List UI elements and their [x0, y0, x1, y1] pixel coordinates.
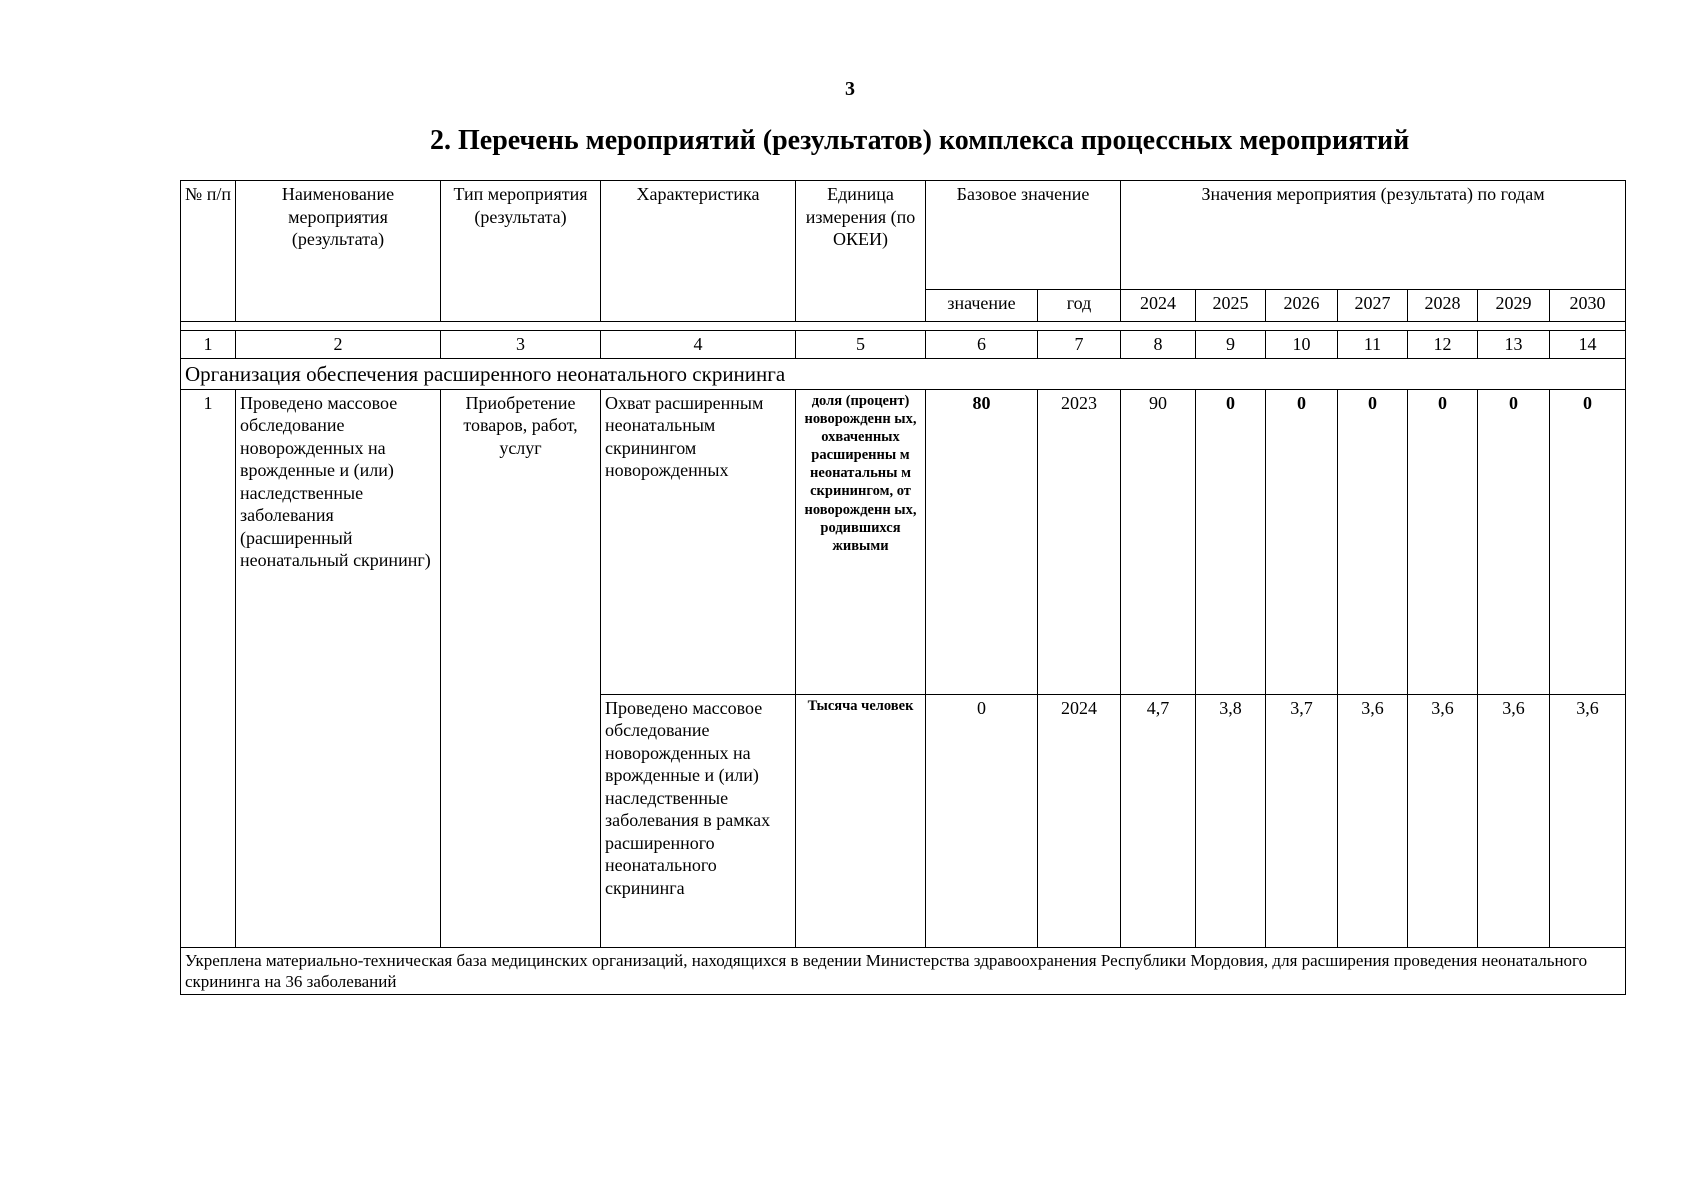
- column-number: 5: [796, 331, 926, 359]
- table-row: [181, 389, 1626, 694]
- row-value: 3,6: [1478, 694, 1550, 947]
- column-number-row: [181, 331, 1626, 359]
- row-value: 4,7: [1121, 694, 1196, 947]
- page-number: 3: [845, 78, 855, 100]
- header-name: Наименование мероприятия (результата): [236, 181, 441, 322]
- column-number: 9: [1196, 331, 1266, 359]
- row-value: 0: [1478, 389, 1550, 694]
- header-base-year: год: [1038, 290, 1121, 322]
- header-row-top: [181, 181, 1626, 290]
- row-name: Проведено массовое обследование новорожденных на врожденные и (или) наследственные заболевания (расширенный неонатальный скрининг): [236, 389, 441, 947]
- section-title: Организация обеспечения расширенного неонатального скрининга: [181, 358, 1626, 389]
- row-value: 0: [1266, 389, 1338, 694]
- section-row: [181, 358, 1626, 389]
- row-base-year: 2023: [1038, 389, 1121, 694]
- header-gap: [181, 322, 1626, 331]
- row-value: 3,6: [1338, 694, 1408, 947]
- row-characteristic: Охват расширенным неонатальным скринингом новорожденных: [601, 389, 796, 694]
- column-number: 2: [236, 331, 441, 359]
- footer-row: [181, 947, 1626, 995]
- header-year: 2024: [1121, 290, 1196, 322]
- header-type: Тип мероприятия (результата): [441, 181, 601, 322]
- header-year: 2028: [1408, 290, 1478, 322]
- row-unit: Тысяча человек: [796, 694, 926, 947]
- column-number: 6: [926, 331, 1038, 359]
- row-value: 0: [1338, 389, 1408, 694]
- row-unit: доля (процент) новорожденн ых, охваченных расширенны м неонатальны м скринингом, от новорожденн ых, родившихся живыми: [796, 389, 926, 694]
- header-unit: Единица измерения (по ОКЕИ): [796, 181, 926, 322]
- header-year: 2027: [1338, 290, 1408, 322]
- header-values-by-year: Значения мероприятия (результата) по годам: [1121, 181, 1626, 290]
- column-number: 12: [1408, 331, 1478, 359]
- row-characteristic: Проведено массовое обследование новорожденных на врожденные и (или) наследственные заболевания в рамках расширенного неонатального скрининга: [601, 694, 796, 947]
- row-value: 3,6: [1408, 694, 1478, 947]
- row-value: 0: [1550, 389, 1626, 694]
- column-number: 13: [1478, 331, 1550, 359]
- row-type: Приобретение товаров, работ, услуг: [441, 389, 601, 947]
- header-num: № п/п: [181, 181, 236, 322]
- column-number: 14: [1550, 331, 1626, 359]
- row-value: 90: [1121, 389, 1196, 694]
- header-base-value: значение: [926, 290, 1038, 322]
- column-number: 1: [181, 331, 236, 359]
- column-number: 11: [1338, 331, 1408, 359]
- row-base-value: 0: [926, 694, 1038, 947]
- footer-text: Укреплена материально-техническая база медицинских организаций, находящихся в ведении Министерства здравоохранения Республики Мордовия, для расширения проведения неонатального скрининга на 36 заболеваний: [181, 947, 1626, 995]
- row-value: 3,6: [1550, 694, 1626, 947]
- row-base-year: 2024: [1038, 694, 1121, 947]
- column-number: 3: [441, 331, 601, 359]
- header-characteristic: Характеристика: [601, 181, 796, 322]
- column-number: 8: [1121, 331, 1196, 359]
- document-title: 2. Перечень мероприятий (результатов) комплекса процессных мероприятий: [430, 125, 1410, 156]
- row-value: 0: [1408, 389, 1478, 694]
- row-number: 1: [181, 389, 236, 947]
- header-year: 2029: [1478, 290, 1550, 322]
- activities-table: [180, 180, 1626, 995]
- row-base-value: 80: [926, 389, 1038, 694]
- header-base: Базовое значение: [926, 181, 1121, 290]
- header-year: 2030: [1550, 290, 1626, 322]
- row-value: 3,7: [1266, 694, 1338, 947]
- header-year: 2025: [1196, 290, 1266, 322]
- row-value: 0: [1196, 389, 1266, 694]
- header-year: 2026: [1266, 290, 1338, 322]
- column-number: 4: [601, 331, 796, 359]
- row-value: 3,8: [1196, 694, 1266, 947]
- column-number: 7: [1038, 331, 1121, 359]
- column-number: 10: [1266, 331, 1338, 359]
